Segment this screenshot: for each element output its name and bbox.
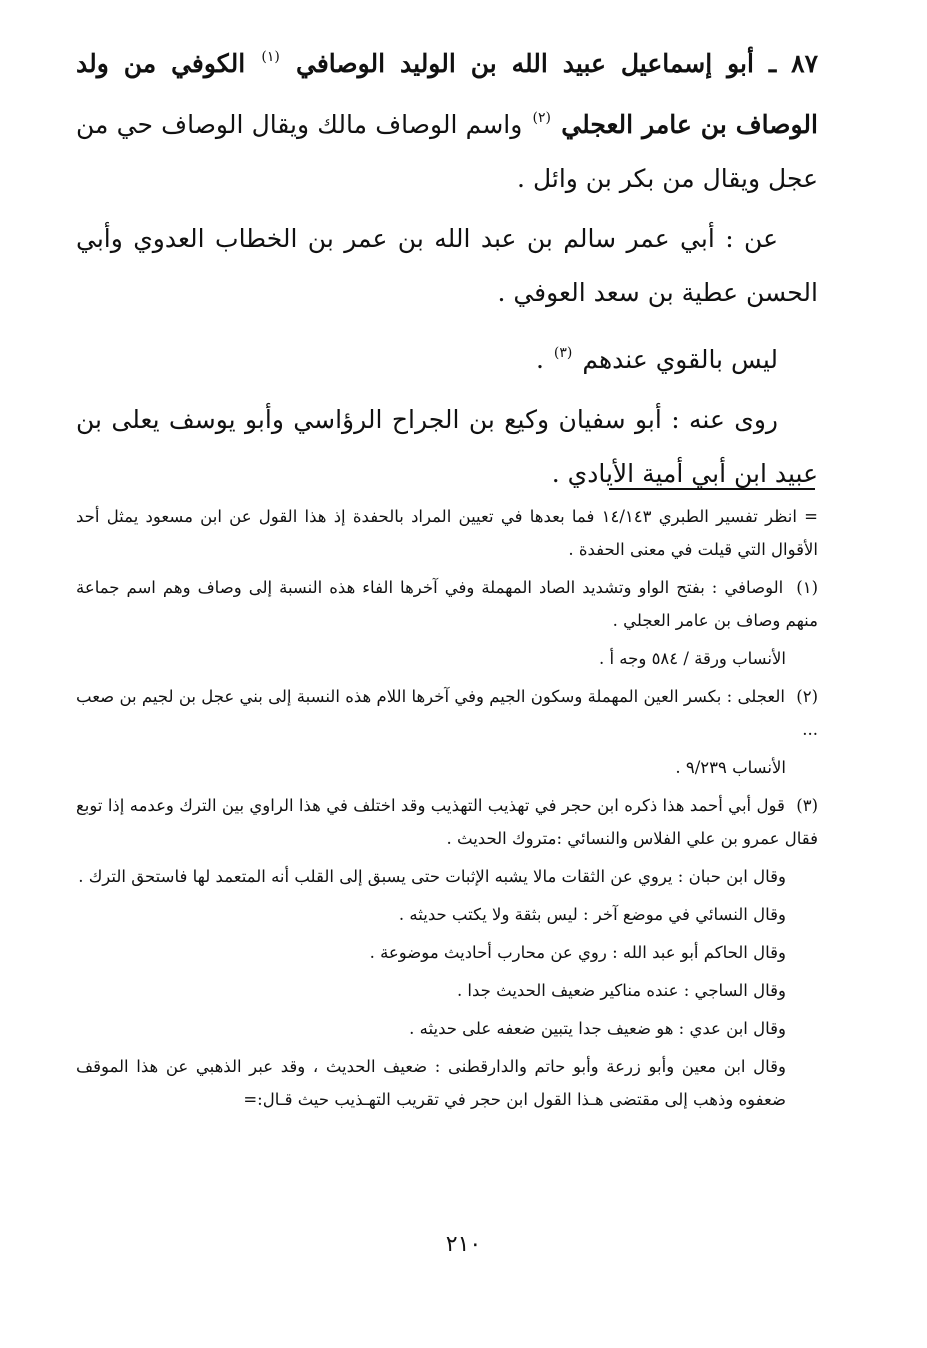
page-number: ٢١٠ bbox=[445, 1232, 482, 1257]
footnote-1 bbox=[76, 571, 818, 637]
footnote-3-number: (٣) bbox=[796, 796, 819, 815]
footnote-3-ibn-hibban: وقال ابن حبان : يروي عن الثقات مالا يشبه الإثبات حتى يسبق إلى القلب أنه المتعمد لها فاستحق الترك . bbox=[78, 867, 786, 886]
judgment-end: . bbox=[536, 345, 544, 374]
footnote-3-nasai: وقال النسائي في موضع آخر : ليس بثقة ولا يكتب حديثه . bbox=[398, 905, 786, 924]
footnote-1-source: الأنساب ورقة / ٥٨٤ وجه أ . bbox=[598, 649, 786, 668]
footnote-3-saji: وقال الساجي : عنده مناكير ضعيف الحديث جدا . bbox=[456, 981, 786, 1000]
footnote-2-number: (٢) bbox=[796, 687, 818, 706]
footnotes bbox=[76, 500, 818, 1121]
judgment-text: ليس بالقوي عندهم bbox=[582, 345, 778, 374]
footnote-3-text: قول أبي أحمد هذا ذكره ابن حجر في تهذيب التهذيب وقد اختلف في هذا الراوي بين الترك وعدمه إذا توبع فقال عمرو بن علي الفلاس والنسائي :متروك الحديث . bbox=[76, 796, 818, 848]
judgment bbox=[76, 326, 818, 387]
footnote-1-text: الوصافي : بفتح الواو وتشديد الصاد المهملة وفي آخرها الفاء هذه النسبة إلى وصاف وهم اسم جماعة منهم وصاف بن عامر العجلي . bbox=[76, 578, 818, 630]
footnote-3-hakim: وقال الحاكم أبو عبد الله : روي عن محارب أحاديث موضوعة . bbox=[369, 943, 786, 962]
narrated-by: روى عنه : أبو سفيان وكيع بن الجراح الرؤاسي وأبو يوسف يعلى بن عبيد ابن أبي أمية الأيادي . bbox=[76, 405, 818, 488]
narrated-from: عن : أبي عمر سالم بن عبد الله بن عمر بن الخطاب العدوي وأبي الحسن عطية بن سعد العوفي . bbox=[76, 224, 818, 307]
entry-lineage: واسم الوصاف مالك ويقال الوصاف حي من عجل ويقال من بكر بن وائل . bbox=[76, 110, 818, 193]
footnote-ref-3: (٣) bbox=[553, 345, 573, 361]
entry-heading: ٨٧ ـ أبو إسماعيل عبيد الله بن الوليد الوصافي bbox=[295, 49, 818, 78]
footnote-3 bbox=[76, 789, 818, 855]
footnote-2 bbox=[76, 680, 818, 746]
entry-heading-cont: الكوفي من ولد الوصاف بن عامر العجلي bbox=[76, 49, 818, 139]
footnote-1-number: (١) bbox=[796, 578, 818, 597]
footnote-2-text: العجلى : بكسر العين المهملة وسكون الجيم وفي آخرها اللام هذه النسبة إلى بني عجل بن لجيم بن صعب ... bbox=[76, 687, 818, 739]
footnote-ref-2: (٢) bbox=[532, 110, 551, 126]
main-text bbox=[76, 30, 818, 501]
footnote-divider bbox=[609, 488, 815, 490]
entry-heading-paragraph bbox=[76, 30, 818, 206]
footnote-3-others: وقال ابن معين وأبو زرعة وأبو حاتم والدارقطنى : ضعيف الحديث ، وقد عبر الذهبي عن هذا الموقف ضعفوه وذهب إلى مقتضى هـذا القول ابن حجر في تقريب التهـذيب حيث قـال:= bbox=[76, 1057, 786, 1109]
footnote-2-source: الأنساب ٩/٢٣٩ . bbox=[675, 758, 786, 777]
footnote-continuation: = انظر تفسير الطبري ١٤/١٤٣ فما بعدها في تعيين المراد بالحفدة إذ هذا القول عن ابن مسعود يمثل أحد الأقوال التي قيلت في معنى الحفدة . bbox=[76, 507, 818, 559]
footnote-3-ibn-adi: وقال ابن عدي : هو ضعيف جدا يتبين ضعفه على حديثه . bbox=[409, 1019, 786, 1038]
footnote-ref-1: (١) bbox=[261, 49, 280, 65]
